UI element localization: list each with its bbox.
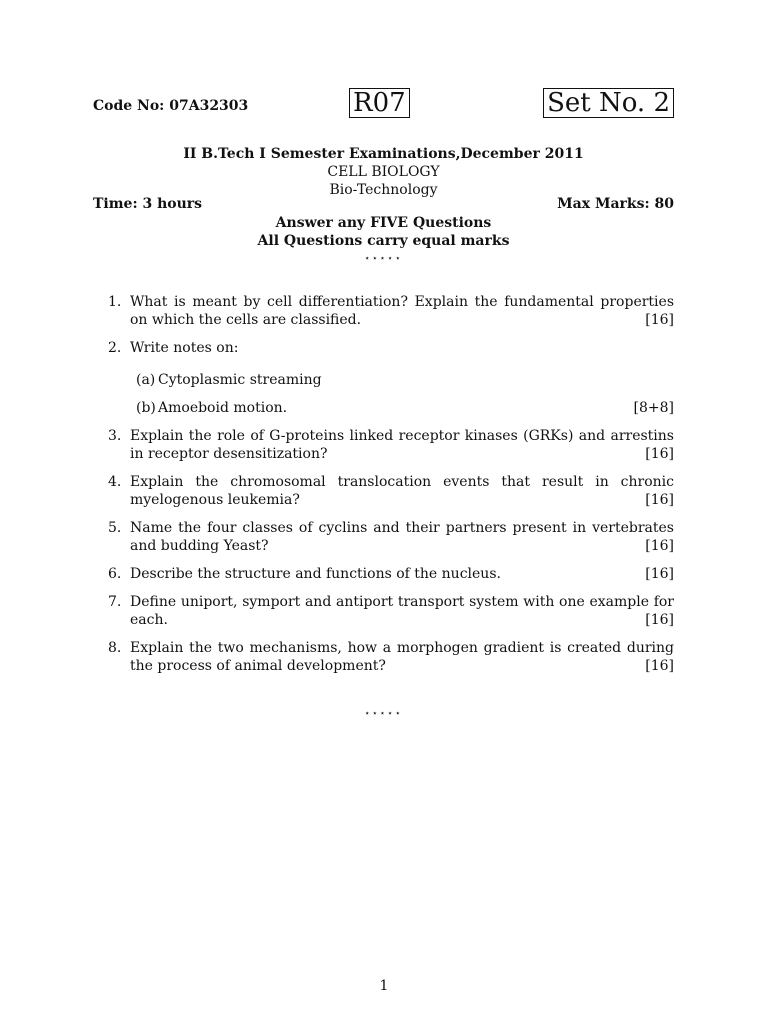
instruction-equal-marks: All Questions carry equal marks (257, 233, 510, 249)
regulation-box: R07 (349, 88, 410, 118)
question-marks: [16] (645, 658, 674, 674)
question-2 (108, 339, 674, 417)
instructions-block (93, 214, 674, 268)
sub-question-label: (b) (136, 400, 156, 416)
sub-question-text: Cytoplasmic streaming (158, 372, 322, 388)
question-1 (108, 293, 674, 329)
max-marks: Max Marks: 80 (557, 196, 674, 212)
time-allowed: Time: 3 hours (93, 196, 203, 212)
header-row (93, 88, 674, 120)
question-5 (108, 519, 674, 555)
sub-question-a (130, 371, 674, 389)
question-marks: [8+8] (633, 400, 674, 416)
question-7 (108, 593, 674, 629)
exam-title-block (93, 145, 674, 199)
question-text: What is meant by cell differentiation? Explain the fundamental properties on which the cells are classified. (130, 294, 674, 328)
exam-subject: CELL BIOLOGY (327, 164, 440, 180)
question-6 (108, 565, 674, 583)
question-marks: [16] (645, 446, 674, 462)
exam-title: II B.Tech I Semester Examinations,December 2011 (183, 146, 584, 162)
page-number: 1 (379, 978, 389, 994)
question-4 (108, 473, 674, 509)
question-3 (108, 427, 674, 463)
question-number: 1. (108, 294, 122, 310)
question-number: 4. (108, 474, 122, 490)
question-text: Explain the two mechanisms, how a morphogen gradient is created during the process of animal development? (130, 640, 674, 674)
set-number-box: Set No. 2 (543, 88, 674, 118)
sub-question-label: (a) (136, 372, 156, 388)
exam-branch: Bio-Technology (329, 182, 438, 198)
footer-stars: ⋆⋆⋆⋆⋆ (364, 709, 403, 719)
question-text: Describe the structure and functions of the nucleus. (130, 566, 501, 582)
question-marks: [16] (645, 492, 674, 508)
sub-question-b (130, 399, 674, 417)
code-number: Code No: 07A32303 (93, 98, 249, 114)
question-list (108, 293, 674, 685)
question-text: Explain the chromosomal translocation events that result in chronic myelogenous leukemia? (130, 474, 674, 508)
sub-question-text: Amoeboid motion. (158, 400, 288, 416)
question-marks: [16] (645, 312, 674, 328)
question-marks: [16] (645, 612, 674, 628)
question-number: 8. (108, 640, 122, 656)
question-marks: [16] (645, 538, 674, 554)
question-number: 7. (108, 594, 122, 610)
question-text: Name the four classes of cyclins and their partners present in vertebrates and budding Yeast? (130, 520, 674, 554)
question-marks: [16] (645, 566, 674, 582)
time-marks-row (93, 196, 674, 212)
question-number: 3. (108, 428, 122, 444)
question-8 (108, 639, 674, 675)
question-number: 6. (108, 566, 122, 582)
question-number: 2. (108, 340, 122, 356)
separator-stars: ⋆⋆⋆⋆⋆ (364, 254, 403, 264)
instruction-answer-five: Answer any FIVE Questions (275, 215, 492, 231)
question-text: Explain the role of G-proteins linked receptor kinases (GRKs) and arrestins in receptor desensitization? (130, 428, 674, 462)
question-text: Define uniport, symport and antiport transport system with one example for each. (130, 594, 674, 628)
question-number: 5. (108, 520, 122, 536)
question-text: Write notes on: (130, 340, 239, 356)
